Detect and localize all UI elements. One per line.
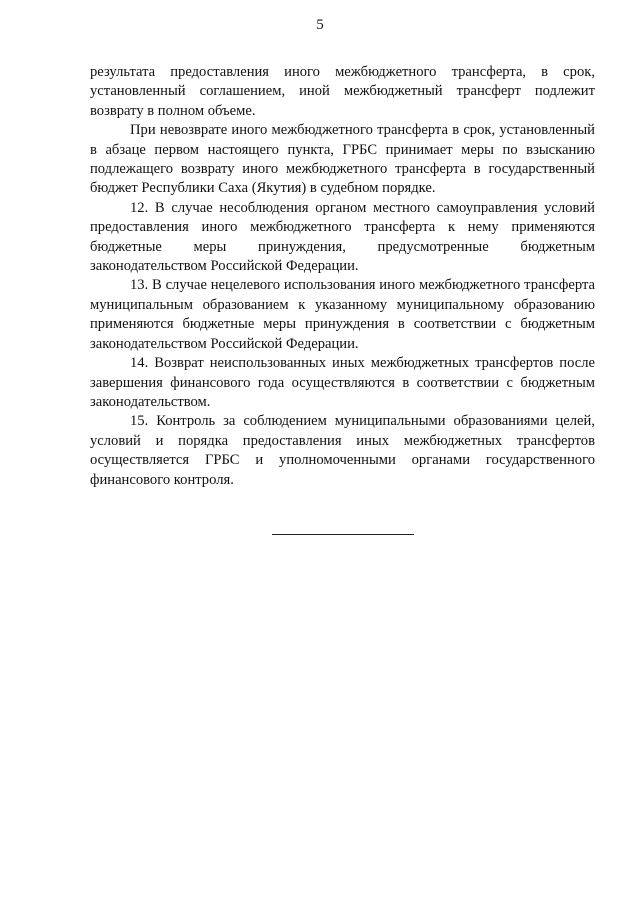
end-separator-line (272, 534, 414, 535)
paragraph-item-13: 13. В случае нецелевого использования иного межбюджетного трансферта муниципальным образованием к указанному муниципальному образованию применяются бюджетные меры принуждения в соответствии с бюджетным законодательством Российской Федерации. (90, 277, 595, 352)
document-body (90, 63, 595, 490)
page-number: 5 (316, 17, 324, 33)
paragraph-item-12: 12. В случае несоблюдения органом местного самоуправления условий предоставления иного межбюджетного трансферта к нему применяются бюджетные меры принуждения, предусмотренные бюджетным законодательством Российской Федерации. (90, 199, 595, 275)
paragraph-item-15: 15. Контроль за соблюдением муниципальными образованиями целей, условий и порядка предоставления иных межбюджетных трансфертов осуществляется ГРБС и уполномоченными органами государственного финансового контроля. (90, 413, 595, 488)
paragraph-item-14: 14. Возврат неиспользованных иных межбюджетных трансфертов после завершения финансового года осуществляются в соответствии с бюджетным законодательством. (90, 355, 595, 410)
paragraph-non-return: При невозврате иного межбюджетного трансферта в срок, установленный в абзаце первом настоящего пункта, ГРБС принимает меры по взысканию подлежащего возврату иного межбюджетного трансферта в государственный бюджет Республики Саха (Якутия) в судебном порядке. (90, 122, 595, 197)
paragraph-continuation: результата предоставления иного межбюджетного трансферта, в срок, установленный соглашением, иной межбюджетный трансферт подлежит возврату в полном объеме. (90, 64, 595, 119)
